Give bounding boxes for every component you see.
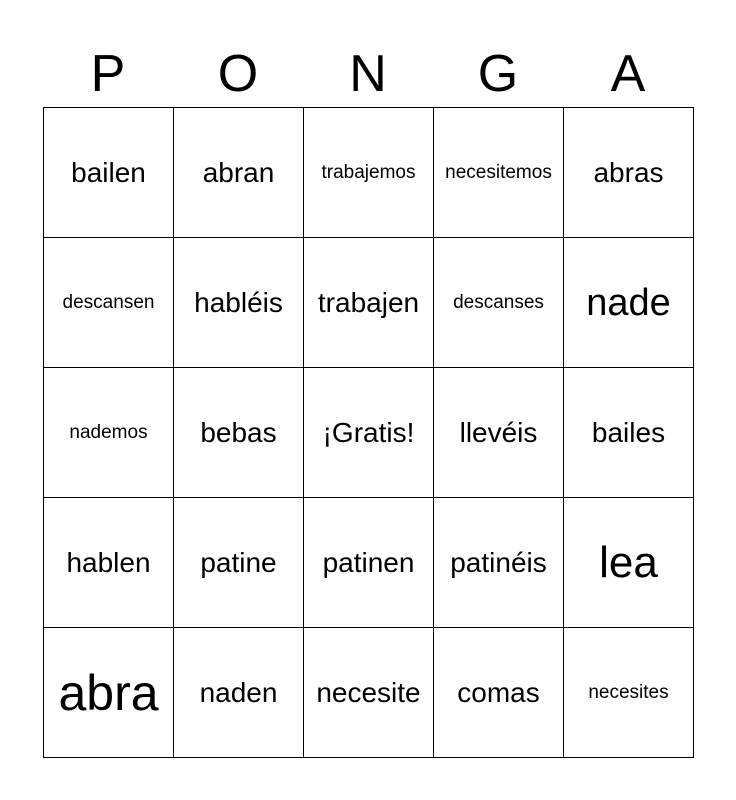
bingo-cell[interactable]: necesitemos [434, 108, 564, 238]
header-letter: O [217, 45, 259, 103]
header-letter: N [349, 45, 387, 103]
header-letter: P [90, 45, 126, 103]
bingo-cell[interactable]: bailen [44, 108, 174, 238]
bingo-cell[interactable]: trabajemos [304, 108, 434, 238]
bingo-cell[interactable]: patinen [304, 498, 434, 628]
free-space-cell[interactable]: ¡Gratis! [304, 368, 434, 498]
bingo-cell[interactable]: abra [44, 628, 174, 758]
bingo-cell[interactable]: descanses [434, 238, 564, 368]
bingo-cell[interactable]: habléis [174, 238, 304, 368]
bingo-cell[interactable]: lea [564, 498, 694, 628]
bingo-cell[interactable]: naden [174, 628, 304, 758]
bingo-cell[interactable]: descansen [44, 238, 174, 368]
bingo-cell[interactable]: hablen [44, 498, 174, 628]
bingo-cell[interactable]: patine [174, 498, 304, 628]
bingo-card [43, 107, 694, 758]
bingo-cell[interactable]: nademos [44, 368, 174, 498]
header-letter: G [477, 45, 519, 103]
bingo-cell[interactable]: trabajen [304, 238, 434, 368]
bingo-cell[interactable]: abran [174, 108, 304, 238]
bingo-cell[interactable]: bebas [174, 368, 304, 498]
bingo-cell[interactable]: bailes [564, 368, 694, 498]
bingo-cell[interactable]: patinéis [434, 498, 564, 628]
bingo-cell[interactable]: necesites [564, 628, 694, 758]
header-letter: A [610, 45, 646, 103]
bingo-cell[interactable]: nade [564, 238, 694, 368]
bingo-cell[interactable]: necesite [304, 628, 434, 758]
bingo-cell[interactable]: comas [434, 628, 564, 758]
bingo-header [43, 40, 693, 108]
bingo-cell[interactable]: abras [564, 108, 694, 238]
bingo-cell[interactable]: llevéis [434, 368, 564, 498]
